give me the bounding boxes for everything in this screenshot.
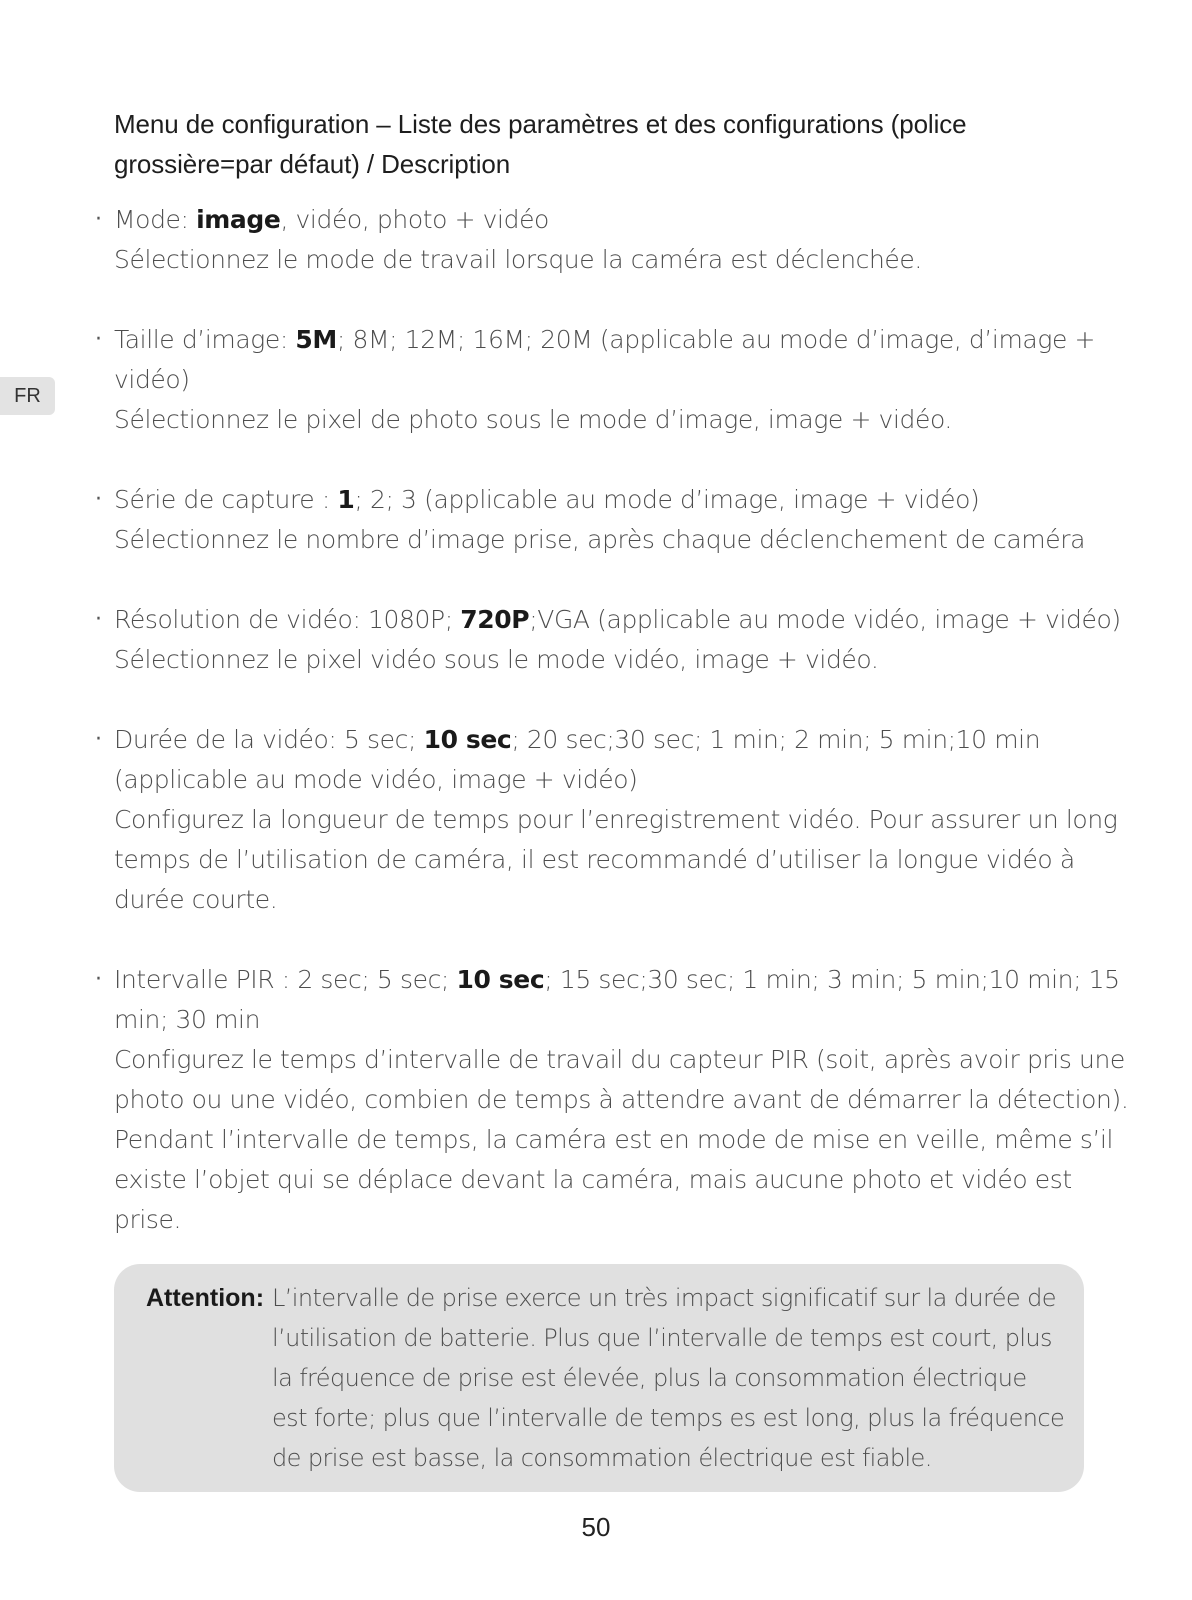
default-value: 5M <box>295 325 337 354</box>
bullet-icon: · <box>95 327 102 352</box>
attention-text <box>272 1278 1065 1478</box>
section-heading <box>114 104 1084 184</box>
attention-line: de prise est basse, la consommation électrique est fiable. <box>272 1444 932 1472</box>
setting-options: Taille d’image: 5M; 8M; 12M; 16M; 20M (applicable au mode d’image, d’image + <box>114 325 1096 354</box>
default-value: 1 <box>337 485 355 514</box>
setting-item-mode <box>95 200 1084 280</box>
setting-item-pir-interval <box>95 960 1129 1240</box>
default-value: 10 sec <box>456 965 545 994</box>
attention-line: est forte; plus que l’intervalle de temps es est long, plus la fréquence <box>272 1404 1065 1432</box>
setting-description: Configurez la longueur de temps pour l’enregistrement vidéo. Pour assurer un long <box>114 805 1118 834</box>
setting-description: Sélectionnez le mode de travail lorsque la caméra est déclenchée. <box>114 245 922 274</box>
attention-box <box>114 1264 1084 1492</box>
setting-item-image-size <box>95 320 1096 440</box>
setting-item-capture-series <box>95 480 1086 560</box>
setting-description: durée courte. <box>114 885 278 914</box>
attention-label: Attention: <box>146 1284 265 1312</box>
setting-description: Configurez le temps d’intervalle de travail du capteur PIR (soit, après avoir pris une <box>114 1045 1125 1074</box>
attention-line: la fréquence de prise est élevée, plus la consommation électrique <box>272 1364 1027 1392</box>
bullet-icon: · <box>95 207 102 232</box>
setting-options: Intervalle PIR : 2 sec; 5 sec; 10 sec; 15 sec;30 sec; 1 min; 3 min; 5 min;10 min; 15 <box>114 965 1120 994</box>
heading-line-2: grossière=par défaut) / Description <box>114 149 511 179</box>
setting-options: Mode: image, vidéo, photo + vidéo <box>114 205 549 234</box>
setting-options-continued: (applicable au mode vidéo, image + vidéo) <box>114 765 638 794</box>
setting-description: Sélectionnez le pixel de photo sous le mode d’image, image + vidéo. <box>114 405 952 434</box>
main-content <box>95 104 1129 1280</box>
setting-item-video-resolution <box>95 600 1121 680</box>
attention-line: l’utilisation de batterie. Plus que l’intervalle de temps est court, plus <box>272 1324 1052 1352</box>
setting-options-continued: min; 30 min <box>114 1005 261 1034</box>
language-tab: FR <box>0 377 55 415</box>
setting-options: Durée de la vidéo: 5 sec; 10 sec; 20 sec;30 sec; 1 min; 2 min; 5 min;10 min <box>114 725 1041 754</box>
heading-line-1: Menu de configuration – Liste des paramètres et des configurations (police <box>114 109 967 139</box>
setting-description: prise. <box>114 1205 182 1234</box>
default-value: image <box>196 205 281 234</box>
attention-line: L’intervalle de prise exerce un très impact significatif sur la durée de <box>272 1284 1056 1312</box>
bullet-icon: · <box>95 487 102 512</box>
setting-description: Sélectionnez le nombre d’image prise, après chaque déclenchement de caméra <box>114 525 1086 554</box>
setting-description: Pendant l’intervalle de temps, la caméra est en mode de mise en veille, même s’il <box>114 1125 1114 1154</box>
setting-options: Série de capture : 1; 2; 3 (applicable au mode d’image, image + vidéo) <box>114 485 980 514</box>
setting-description: Sélectionnez le pixel vidéo sous le mode vidéo, image + vidéo. <box>114 645 879 674</box>
default-value: 720P <box>460 605 530 634</box>
bullet-icon: · <box>95 607 102 632</box>
setting-options-continued: vidéo) <box>114 365 190 394</box>
bullet-icon: · <box>95 727 102 752</box>
page-number: 50 <box>581 1512 611 1542</box>
setting-description: existe l’objet qui se déplace devant la caméra, mais aucune photo et vidéo est <box>114 1165 1072 1194</box>
default-value: 10 sec <box>423 725 512 754</box>
setting-item-video-duration <box>95 720 1118 920</box>
setting-description: photo ou une vidéo, combien de temps à attendre avant de démarrer la détection). <box>114 1085 1129 1114</box>
setting-options: Résolution de vidéo: 1080P; 720P;VGA (applicable au mode vidéo, image + vidéo) <box>114 605 1121 634</box>
setting-description: temps de l’utilisation de caméra, il est recommandé d’utiliser la longue vidéo à <box>114 845 1075 874</box>
bullet-icon: · <box>95 967 102 992</box>
